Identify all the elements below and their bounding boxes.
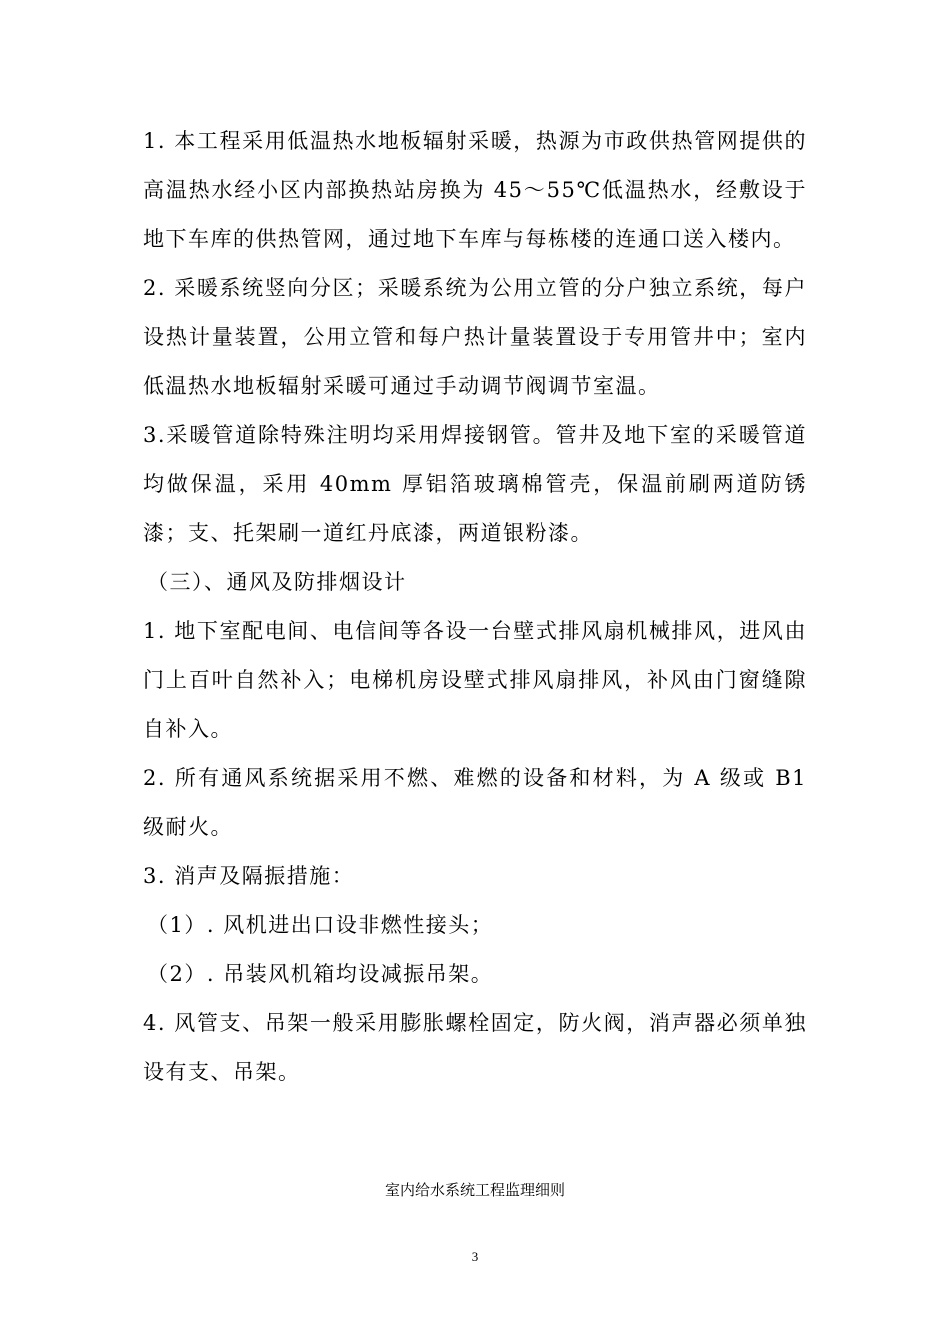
section-heading-ventilation: （三）、通风及防排烟设计 <box>147 570 407 594</box>
document-body <box>143 117 807 1097</box>
paragraph-heating-zoning: 2. 采暖系统竖向分区；采暖系统为公用立管的分户独立系统，每户设热计量装置，公用立管和每户热计量装置设于专用管井中；室内低温热水地板辐射采暖可通过手动调节阀调节室温。 <box>143 276 807 398</box>
paragraph-fire-rating: 2. 所有通风系统据采用不燃、难燃的设备和材料，为 A 级或 B1 级耐火。 <box>143 766 807 839</box>
paragraph-exhaust-fans: 1. 地下室配电间、电信间等各设一台壁式排风扇机械排风，进风由门上百叶自然补入；电梯机房设壁式排风扇排风，补风由门窗缝隙自补入。 <box>143 619 807 741</box>
paragraph-heating-pipes: 3.采暖管道除特殊注明均采用焊接钢管。管井及地下室的采暖管道均做保温，采用 40mm 厚铝箔玻璃棉管壳，保温前刷两道防锈漆；支、托架刷一道红丹底漆，两道银粉漆。 <box>143 423 807 545</box>
paragraph-noise-vibration: 3. 消声及隔振措施： <box>143 864 355 888</box>
page-number: 3 <box>471 1249 479 1264</box>
footer-document-title: 室内给水系统工程监理细则 <box>384 1181 565 1199</box>
paragraph-duct-supports: 4. 风管支、吊架一般采用膨胀螺栓固定，防火阀，消声器必须单独设有支、吊架。 <box>143 1011 807 1084</box>
paragraph-heating-source: 1. 本工程采用低温热水地板辐射采暖，热源为市政供热管网提供的高温热水经小区内部换热站房换为 45～55℃低温热水，经敷设于地下车库的供热管网，通过地下车库与每栋楼的连通口送入楼内。 <box>143 129 807 251</box>
list-item-damping-hangers: （2）. 吊装风机箱均设减振吊架。 <box>147 962 494 986</box>
list-item-fan-connectors: （1）. 风机进出口设非燃性接头； <box>147 913 494 937</box>
